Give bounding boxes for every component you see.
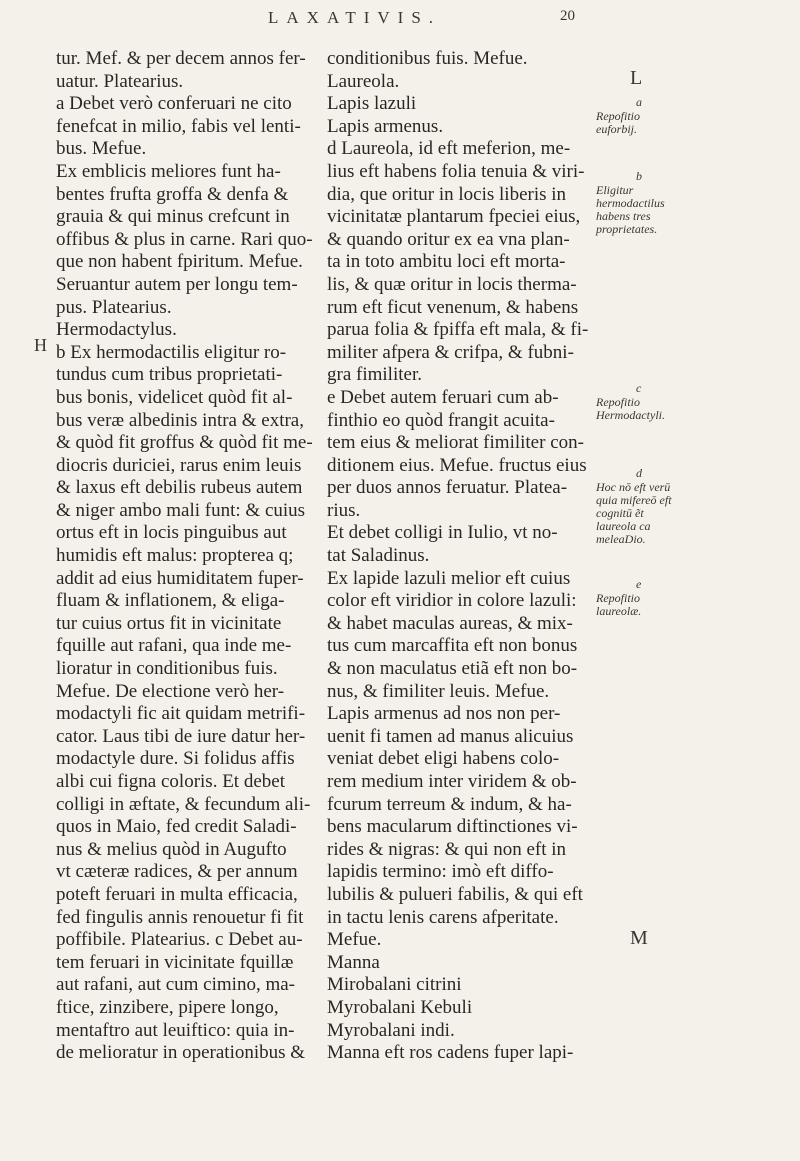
margin-note-b-letter: b bbox=[636, 169, 642, 183]
right-column-line: e Debet autem feruari cum ab- bbox=[327, 386, 559, 408]
right-column-line: lubilis & pulueri fabilis, & qui eft bbox=[327, 883, 583, 905]
right-column-line: Manna eft ros cadens fuper lapi- bbox=[327, 1042, 574, 1064]
left-column-line: tem feruari in vicinitate fquillæ bbox=[56, 951, 294, 973]
left-column-line: ortus eft in locis pinguibus aut bbox=[56, 522, 287, 544]
right-column-line: bens macularum diftinctiones vi- bbox=[327, 816, 578, 838]
left-column-line: poteft feruari in multa efficacia, bbox=[56, 883, 298, 905]
left-column-line: modactyli fic ait quidam metrifi- bbox=[56, 703, 306, 725]
left-column-line: Ex emblicis meliores funt ha- bbox=[56, 160, 281, 182]
right-column-line: d Laureola, id eft meferion, me- bbox=[327, 138, 571, 160]
left-column-line: Mefue. De electione verò her- bbox=[56, 680, 285, 702]
left-column-line: Hermodactylus. bbox=[56, 319, 177, 341]
right-column-line: finthio eo quòd frangit acuita- bbox=[327, 409, 555, 431]
left-column-line: tundus cum tribus proprietati- bbox=[56, 364, 283, 386]
right-column-line: Mefue. bbox=[327, 929, 382, 951]
left-column-line: pus. Platearius. bbox=[56, 296, 172, 318]
left-column-line: poffibile. Platearius. c Debet au- bbox=[56, 929, 303, 951]
right-column-line: veniat debet eligi habens colo- bbox=[327, 748, 560, 770]
right-column-line: Laureola. bbox=[327, 70, 400, 92]
left-column-line: & quòd fit groffus & quòd fit me- bbox=[56, 432, 313, 454]
right-column-line: Myrobalani Kebuli bbox=[327, 996, 473, 1018]
margin-note-a: Repofitio euforbij. bbox=[596, 109, 640, 136]
left-column-line: ftice, zinzibere, pipere longo, bbox=[56, 996, 279, 1018]
right-column-line: in tactu lenis carens afperitate. bbox=[327, 906, 559, 928]
left-column-line: mentaftro aut leuiftico: quia in- bbox=[56, 1019, 295, 1041]
left-column-line: grauia & qui minus crefcunt in bbox=[56, 206, 290, 228]
left-column-line: bus. Mefue. bbox=[56, 138, 147, 160]
left-column-line: addit ad eius humiditatem fuper- bbox=[56, 567, 304, 589]
right-column-line: gra fimiliter. bbox=[327, 364, 422, 386]
left-column-line: vt cæteræ radices, & per annum bbox=[56, 861, 298, 883]
left-column-line: & niger ambo mali funt: & cuius bbox=[56, 499, 306, 521]
right-column-line: nus, & fimiliter leuis. Mefue. bbox=[327, 680, 550, 702]
margin-note-c: Repofitio Hermodactyli. bbox=[596, 395, 665, 422]
margin-letter-h: H bbox=[34, 335, 47, 355]
right-column-line: Et debet colligi in Iulio, vt no- bbox=[327, 522, 558, 544]
margin-letter-l: L bbox=[630, 67, 643, 89]
margin-note-b: Eligitur hermodactilus habens tres proprietates. bbox=[596, 183, 665, 236]
margin-letter-m: M bbox=[630, 927, 648, 949]
left-column-line: humidis eft malus: propterea q; bbox=[56, 545, 294, 567]
right-column-line: dia, que oritur in locis liberis in bbox=[327, 183, 567, 205]
right-column-line: Lapis lazuli bbox=[327, 93, 417, 115]
left-column-line: uatur. Platearius. bbox=[56, 70, 184, 92]
left-column-line: bentes frufta groffa & denfa & bbox=[56, 183, 289, 205]
left-column-line: fluam & inflationem, & eliga- bbox=[56, 590, 285, 612]
left-column-line: bus veræ albedinis intra & extra, bbox=[56, 409, 304, 431]
right-column-line: vicinitatæ plantarum fpeciei eius, bbox=[327, 206, 581, 228]
right-column-line: rem medium inter viridem & ob- bbox=[327, 771, 577, 792]
left-column-line: modactyle dure. Si folidus affis bbox=[56, 748, 295, 770]
right-column-line: & habet maculas aureas, & mix- bbox=[327, 612, 573, 634]
right-column-line: & quando oritur ex ea vna plan- bbox=[327, 228, 570, 250]
left-column-line: fenefcat in milio, fabis vel lenti- bbox=[56, 115, 301, 137]
left-column-line: quos in Maio, fed credit Saladi- bbox=[56, 816, 297, 838]
left-column-line: colligi in æftate, & fecundum ali- bbox=[56, 793, 311, 815]
right-column-line: Manna bbox=[327, 951, 380, 973]
right-column-line: ta in toto ambitu loci eft morta- bbox=[327, 251, 566, 273]
right-column-line: lis, & quæ oritur in locis therma- bbox=[327, 273, 577, 295]
right-column-line: Mirobalani citrini bbox=[327, 974, 462, 996]
margin-note-d-letter: d bbox=[636, 466, 642, 480]
right-column-line: per duos annos feruatur. Platea- bbox=[327, 477, 568, 499]
right-column-line: tus cum marcaffita eft non bonus bbox=[327, 635, 578, 657]
right-column-line: fcurum terreum & indum, & ha- bbox=[327, 793, 572, 815]
left-column-line: nus & melius quòd in Augufto bbox=[56, 838, 287, 860]
right-column-line: & non maculatus etiã eft non bo- bbox=[327, 658, 578, 680]
right-text-column bbox=[327, 48, 589, 1065]
margin-note-d: Hoc nō eft verū quia mifereō eft cognitū ẽt laureola ca meleaDio. bbox=[596, 480, 672, 546]
left-column-line: Seruantur autem per longu tem- bbox=[56, 273, 298, 295]
left-column-line: aut rafani, aut cum cimino, ma- bbox=[56, 974, 295, 996]
right-column-line: ditionem eius. Mefue. fructus eius bbox=[327, 454, 587, 476]
left-column-line: offibus & plus in carne. Rari quo- bbox=[56, 228, 313, 250]
left-column-line: fquille aut rafani, qua inde me- bbox=[56, 635, 292, 657]
right-column-line: rum eft ficut venenum, & habens bbox=[327, 296, 579, 318]
left-column-line: b Ex hermodactilis eligitur ro- bbox=[56, 341, 287, 363]
right-column-line: Lapis armenus ad nos non per- bbox=[327, 703, 561, 725]
right-column-line: color eft viridior in colore lazuli: bbox=[327, 590, 577, 612]
running-header-title: LAXATIVIS. bbox=[268, 8, 442, 27]
left-column-line: & laxus eft debilis rubeus autem bbox=[56, 477, 303, 499]
right-column-line: uenit fi tamen ad manus alicuius bbox=[327, 725, 574, 747]
right-column-line: lapidis termino: imò eft diffo- bbox=[327, 861, 554, 883]
margin-note-e-letter: e bbox=[636, 577, 642, 591]
margin-note-a-letter: a bbox=[636, 95, 642, 109]
left-column-line: lioratur in conditionibus fuis. bbox=[56, 658, 278, 680]
right-column-line: Ex lapide lazuli melior eft cuius bbox=[327, 567, 571, 589]
margin-note-c-letter: c bbox=[636, 381, 642, 395]
right-column-line: Lapis armenus. bbox=[327, 115, 444, 137]
right-column-line: rides & nigras: & qui non eft in bbox=[327, 838, 567, 860]
left-column-line: fed fingulis annis renouetur fi fit bbox=[56, 906, 304, 928]
left-column-line: a Debet verò conferuari ne cito bbox=[56, 93, 292, 115]
left-column-line: de melioratur in operationibus & bbox=[56, 1042, 306, 1064]
margin-note-e: Repofitio laureolæ. bbox=[596, 591, 642, 618]
right-column-line: rius. bbox=[327, 499, 361, 521]
right-column-line: parua folia & fpiffa eft mala, & fi- bbox=[327, 319, 589, 341]
left-column-line: albi cui figna coloris. Et debet bbox=[56, 771, 285, 792]
right-column-line: tem eius & meliorat fimiliter con- bbox=[327, 432, 584, 454]
left-column-line: cator. Laus tibi de iure datur her- bbox=[56, 725, 306, 747]
left-column-line: tur. Mef. & per decem annos fer- bbox=[56, 48, 306, 69]
right-column-line: militer afpera & crifpa, & fubni- bbox=[327, 341, 574, 363]
left-column-line: bus bonis, videlicet quòd fit al- bbox=[56, 386, 293, 408]
right-column-line: lius eft habens folia tenuia & viri- bbox=[327, 160, 585, 182]
right-column-line: tat Saladinus. bbox=[327, 545, 430, 567]
left-column-line: que non habent fpiritum. Mefue. bbox=[56, 251, 303, 273]
right-column-line: Myrobalani indi. bbox=[327, 1019, 455, 1041]
right-column-line: conditionibus fuis. Mefue. bbox=[327, 48, 528, 69]
left-column-line: diocris duriciei, rarus enim leuis bbox=[56, 454, 302, 476]
left-text-column bbox=[56, 48, 314, 1065]
page-number: 20 bbox=[560, 8, 575, 24]
left-column-line: tur cuius ortus fit in vicinitate bbox=[56, 612, 282, 634]
